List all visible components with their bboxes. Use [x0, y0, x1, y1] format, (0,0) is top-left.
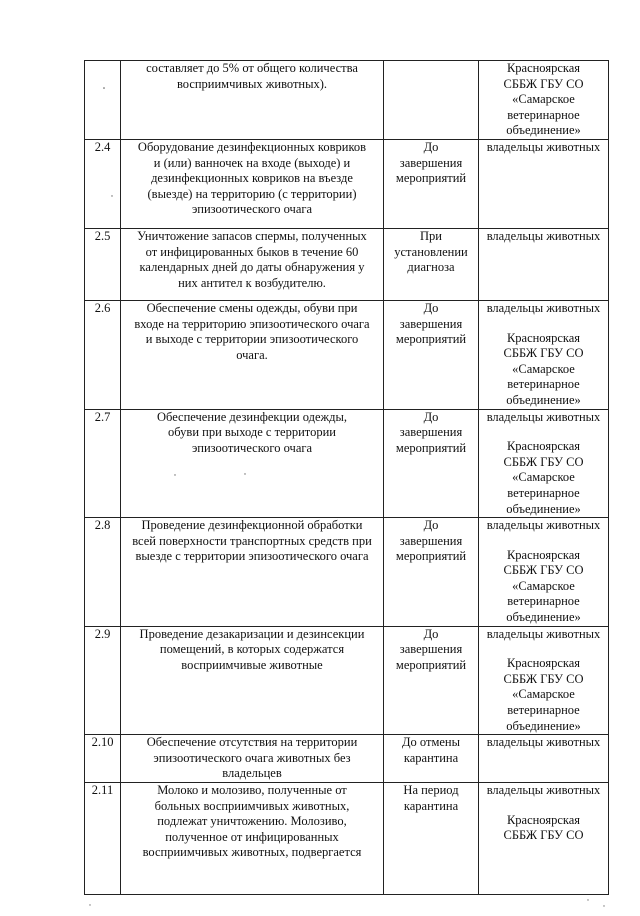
responsible-owner-line: владельцы животных — [486, 300, 601, 315]
action-cell — [121, 228, 384, 300]
responsible-cell — [479, 518, 609, 627]
spacer — [479, 534, 608, 548]
responsible-org-line: ветеринарное — [507, 594, 580, 609]
row-number: 2.8 — [85, 518, 121, 627]
action-cell — [121, 139, 384, 228]
responsible-owner-line: владельцы животных — [486, 228, 601, 243]
action-line: восприимчивые животные — [181, 657, 323, 672]
term-line: мероприятий — [395, 332, 467, 347]
term-line: установлении — [394, 244, 468, 259]
responsible-org-line: Красноярская — [506, 812, 581, 827]
action-line: помещений, в которых содержатся — [159, 642, 345, 657]
action-line: больных восприимчивых животных, — [154, 798, 350, 813]
spacer — [479, 799, 608, 813]
row-number: 2.4 — [85, 139, 121, 228]
term-line: мероприятий — [395, 171, 467, 186]
action-line: подлежат уничтожению. Молозиво, — [157, 814, 347, 829]
term-line: карантина — [403, 750, 459, 765]
action-line: восприимчивых животных, подвергается — [142, 845, 362, 860]
action-line: от инфицированных быков в течение 60 — [145, 244, 359, 259]
term-line: До — [423, 626, 439, 641]
term-line: завершения — [399, 316, 463, 331]
table-row — [85, 409, 609, 518]
responsible-org-line: объединение» — [506, 392, 581, 407]
responsible-org-line: СББЖ ГБУ СО — [503, 76, 584, 91]
action-cell — [121, 409, 384, 518]
action-line: всей поверхности транспортных средств при — [132, 533, 372, 548]
term-line: До — [423, 300, 439, 315]
term-line: До — [423, 139, 439, 154]
term-line: завершения — [399, 533, 463, 548]
responsible-owner-line: владельцы животных — [486, 409, 601, 424]
responsible-org-line: объединение» — [506, 123, 581, 138]
responsible-org-line: ветеринарное — [507, 377, 580, 392]
responsible-cell — [479, 300, 609, 409]
table-row — [85, 228, 609, 300]
action-line: Уничтожение запасов спермы, полученных — [137, 228, 367, 243]
action-cell — [121, 783, 384, 895]
table-row — [85, 139, 609, 228]
row-number: 2.5 — [85, 228, 121, 300]
responsible-org-line: объединение» — [506, 501, 581, 516]
term-line: До — [423, 518, 439, 533]
responsible-cell — [479, 735, 609, 783]
row-number: 2.7 — [85, 409, 121, 518]
responsible-cell — [479, 228, 609, 300]
term-line: завершения — [399, 642, 463, 657]
action-cell — [121, 518, 384, 627]
row-number: 2.11 — [85, 783, 121, 895]
responsible-org-line: «Самарское — [512, 470, 575, 485]
spacer — [479, 317, 608, 331]
responsible-org-line: ветеринарное — [507, 485, 580, 500]
spacer — [479, 642, 608, 656]
action-line: восприимчивых животных). — [176, 76, 328, 91]
measures-table — [84, 60, 609, 895]
action-line: и выходе с территории эпизоотического — [145, 332, 359, 347]
action-line: очага. — [236, 347, 268, 362]
table-row — [85, 783, 609, 895]
action-line: Оборудование дезинфекционных ковриков — [137, 139, 367, 154]
term-cell — [384, 409, 479, 518]
action-line: Обеспечение смены одежды, обуви при — [146, 300, 358, 315]
action-cell — [121, 300, 384, 409]
row-number: 2.10 — [85, 735, 121, 783]
term-line: мероприятий — [395, 549, 467, 564]
responsible-cell — [479, 139, 609, 228]
responsible-org-line: Красноярская — [506, 547, 581, 562]
row-number: 2.6 — [85, 300, 121, 409]
action-line: входе на территорию эпизоотического очага — [134, 316, 370, 331]
responsible-org-line: «Самарское — [512, 578, 575, 593]
responsible-org-line: «Самарское — [512, 687, 575, 702]
responsible-cell — [479, 626, 609, 735]
responsible-org-line: ветеринарное — [507, 107, 580, 122]
responsible-cell — [479, 61, 609, 140]
action-line: (выезде) на территорию (с территории) — [147, 186, 357, 201]
responsible-owner-line: владельцы животных — [486, 626, 601, 641]
term-cell — [384, 61, 479, 140]
action-line: них антител к возбудителю. — [178, 275, 326, 290]
responsible-org-line: Красноярская — [506, 61, 581, 75]
responsible-org-line: ветеринарное — [507, 703, 580, 718]
responsible-org-line: объединение» — [506, 718, 581, 733]
term-line: завершения — [399, 155, 463, 170]
action-line: Обеспечение отсутствия на территории — [146, 735, 358, 750]
responsible-owner-line: владельцы животных — [486, 139, 601, 154]
term-cell — [384, 300, 479, 409]
term-cell — [384, 518, 479, 627]
action-line: обуви при выходе с территории — [168, 425, 336, 440]
action-line: полученное от инфицированных — [165, 829, 339, 844]
term-cell — [384, 228, 479, 300]
term-cell — [384, 735, 479, 783]
responsible-owner-line: владельцы животных — [486, 518, 601, 533]
responsible-org-line: «Самарское — [512, 92, 575, 107]
term-line: мероприятий — [395, 657, 467, 672]
spacer — [479, 425, 608, 439]
action-line: дезинфекционных ковриков на въезде — [151, 171, 353, 186]
table-row — [85, 626, 609, 735]
action-cell — [121, 626, 384, 735]
responsible-org-line: Красноярская — [506, 330, 581, 345]
responsible-owner-line: владельцы животных — [486, 735, 601, 750]
action-line: составляет до 5% от общего количества — [146, 61, 358, 75]
table-row — [85, 300, 609, 409]
term-cell — [384, 626, 479, 735]
action-line: владельцев — [222, 766, 282, 781]
responsible-org-line: СББЖ ГБУ СО — [503, 563, 584, 578]
responsible-org-line: Красноярская — [506, 656, 581, 671]
term-line: завершения — [399, 425, 463, 440]
table-row — [85, 61, 609, 140]
action-line: Проведение дезакаризации и дезинсекции — [139, 626, 365, 641]
term-line: карантина — [403, 798, 459, 813]
responsible-org-line: Красноярская — [506, 439, 581, 454]
responsible-org-line: «Самарское — [512, 361, 575, 376]
action-line: эпизоотического очага — [191, 440, 313, 455]
term-line: До — [423, 409, 439, 424]
term-cell — [384, 783, 479, 895]
responsible-org-line: объединение» — [506, 610, 581, 625]
action-line: Проведение дезинфекционной обработки — [141, 518, 363, 533]
row-number — [85, 61, 121, 140]
responsible-cell — [479, 783, 609, 895]
row-number: 2.9 — [85, 626, 121, 735]
action-cell — [121, 735, 384, 783]
term-line: До отмены — [402, 735, 460, 750]
table-body — [85, 61, 609, 895]
action-line: Молоко и молозиво, полученные от — [157, 783, 347, 797]
responsible-org-line: СББЖ ГБУ СО — [503, 454, 584, 469]
term-line: мероприятий — [395, 440, 467, 455]
term-line: При — [420, 228, 442, 243]
action-line: эпизоотического очага животных без — [153, 750, 351, 765]
table-row — [85, 518, 609, 627]
action-line: календарных дней до даты обнаружения у — [139, 260, 365, 275]
table-row — [85, 735, 609, 783]
action-line: и (или) ванночек на входе (выходе) и — [153, 155, 351, 170]
responsible-org-line: СББЖ ГБУ СО — [503, 671, 584, 686]
action-line: эпизоотического очага — [191, 202, 313, 217]
responsible-org-line: СББЖ ГБУ СО — [503, 346, 584, 361]
term-line: диагноза — [407, 260, 455, 275]
term-line: На период — [403, 783, 459, 797]
responsible-org-line: СББЖ ГБУ СО — [503, 828, 584, 843]
responsible-owner-line: владельцы животных — [486, 783, 601, 797]
term-cell — [384, 139, 479, 228]
action-line: выезде с территории эпизоотического очага — [135, 549, 369, 564]
action-cell — [121, 61, 384, 140]
responsible-cell — [479, 409, 609, 518]
action-line: Обеспечение дезинфекции одежды, — [156, 409, 348, 424]
